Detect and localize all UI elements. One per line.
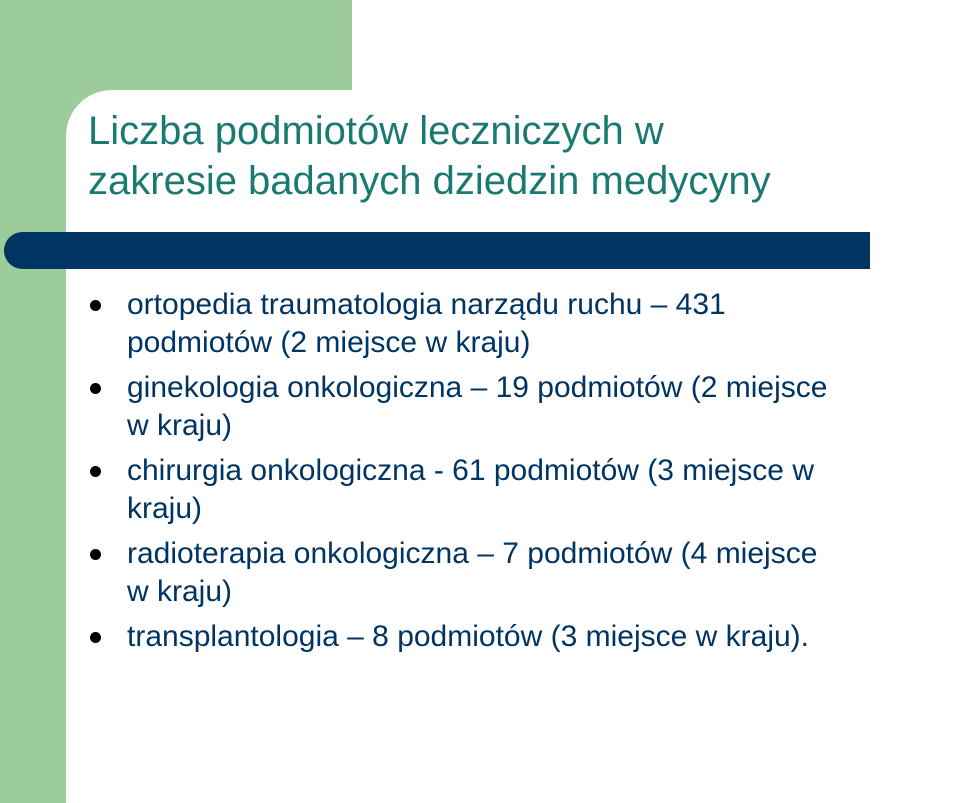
bullet-item bbox=[90, 535, 958, 611]
bullet-text: transplantologia – 8 podmiotów (3 miejsce w kraju). bbox=[127, 620, 809, 653]
bullet-item bbox=[90, 286, 958, 362]
title-divider-bar bbox=[4, 232, 870, 269]
round-bullet-icon bbox=[90, 632, 101, 643]
round-bullet-icon bbox=[90, 300, 101, 311]
slide-title: Liczba podmiotów leczniczych w zakresie badanych dziedzin medycyny bbox=[88, 109, 771, 203]
round-bullet-icon bbox=[90, 383, 101, 394]
bullet-text: radioterapia onkologiczna – 7 podmiotów (4 miejsce w kraju) bbox=[127, 537, 818, 608]
bullet-text: ortopedia traumatologia narządu ruchu – 431 podmiotów (2 miejsce w kraju) bbox=[127, 288, 726, 359]
bullet-text: ginekologia onkologiczna – 19 podmiotów (2 miejsce w kraju) bbox=[127, 371, 828, 442]
bullet-item bbox=[90, 369, 958, 445]
bullet-list bbox=[90, 286, 958, 663]
round-bullet-icon bbox=[90, 549, 101, 560]
round-bullet-icon bbox=[90, 466, 101, 477]
bullet-item bbox=[90, 618, 958, 656]
bullet-item bbox=[90, 452, 958, 528]
bullet-text: chirurgia onkologiczna - 61 podmiotów (3 miejsce w kraju) bbox=[127, 454, 814, 525]
